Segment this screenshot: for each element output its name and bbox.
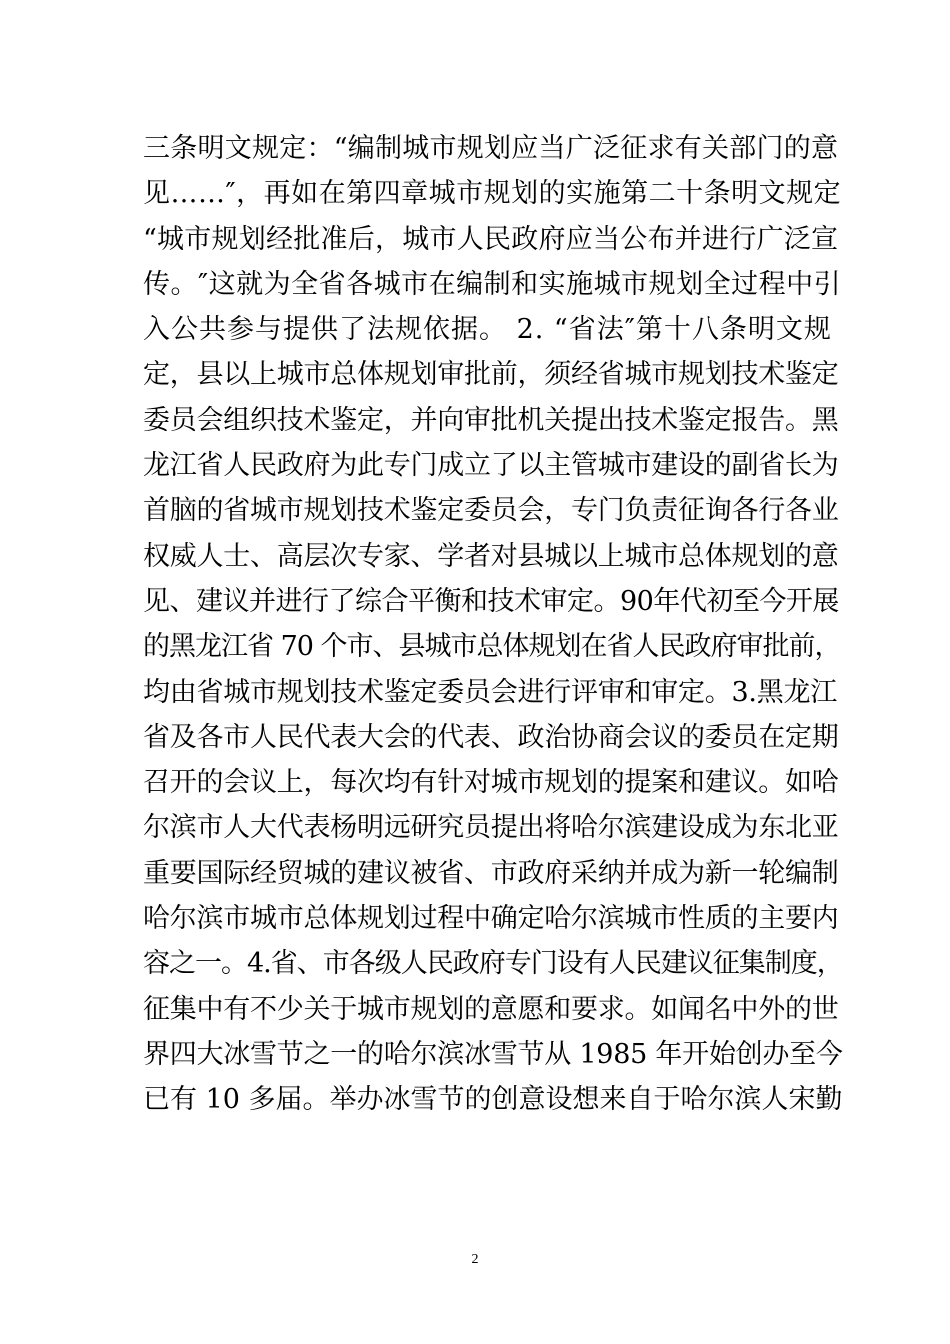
- text-line: 的黑龙江省 70 个市、县城市总体规划在省人民政府审批前，: [143, 631, 841, 663]
- text-line: 尔滨市人大代表杨明远研究员提出将哈尔滨建设成为东北亚: [143, 812, 839, 844]
- text-line: 界四大冰雪节之一的哈尔滨冰雪节从 1985 年开始创办至今: [143, 1038, 843, 1070]
- text-line: 征集中有不少关于城市规划的意愿和要求。如闻名中外的世: [143, 993, 839, 1025]
- page-number: 2: [471, 1252, 479, 1267]
- body-text: [143, 126, 843, 1123]
- text-line: 权威人士、高层次专家、学者对县城以上城市总体规划的意: [143, 540, 839, 572]
- text-line: 定，县以上城市总体规划审批前，须经省城市规划技术鉴定: [143, 359, 839, 391]
- text-line: 委员会组织技术鉴定，并向审批机关提出技术鉴定报告。黑: [143, 404, 839, 436]
- text-line: 哈尔滨市城市总体规划过程中确定哈尔滨城市性质的主要内: [143, 903, 839, 935]
- text-line: 已有 10 多届。举办冰雪节的创意设想来自于哈尔滨人宋勤: [143, 1084, 843, 1116]
- text-line: 容之一。4.省、市各级人民政府专门设有人民建议征集制度，: [143, 948, 843, 980]
- text-line: 三条明文规定：“编制城市规划应当广泛征求有关部门的意: [143, 133, 839, 164]
- text-line: 均由省城市规划技术鉴定委员会进行评审和审定。3.黑龙江: [143, 676, 838, 708]
- text-line: 省及各市人民代表大会的代表、政治协商会议的委员在定期: [143, 721, 839, 753]
- text-line: 首脑的省城市规划技术鉴定委员会，专门负责征询各行各业: [143, 495, 839, 527]
- text-line: 召开的会议上，每次均有针对城市规划的提案和建议。如哈: [143, 767, 839, 799]
- text-line: 入公共参与提供了法规依据。 2. “省法″第十八条明文规: [143, 314, 832, 346]
- text-line: 传。″这就为全省各城市在编制和实施城市规划全过程中引: [143, 268, 842, 300]
- text-line: 龙江省人民政府为此专门成立了以主管城市建设的副省长为: [143, 450, 839, 482]
- text-line: 见、建议并进行了综合平衡和技术审定。90年代初至今开展: [143, 585, 839, 617]
- text-line: 见……″，再如在第四章城市规划的实施第二十条明文规定: [143, 178, 842, 210]
- text-line: “城市规划经批准后，城市人民政府应当公布并进行广泛宣: [143, 223, 839, 255]
- text-line: 重要国际经贸城的建议被省、市政府采纳并成为新一轮编制: [143, 857, 839, 889]
